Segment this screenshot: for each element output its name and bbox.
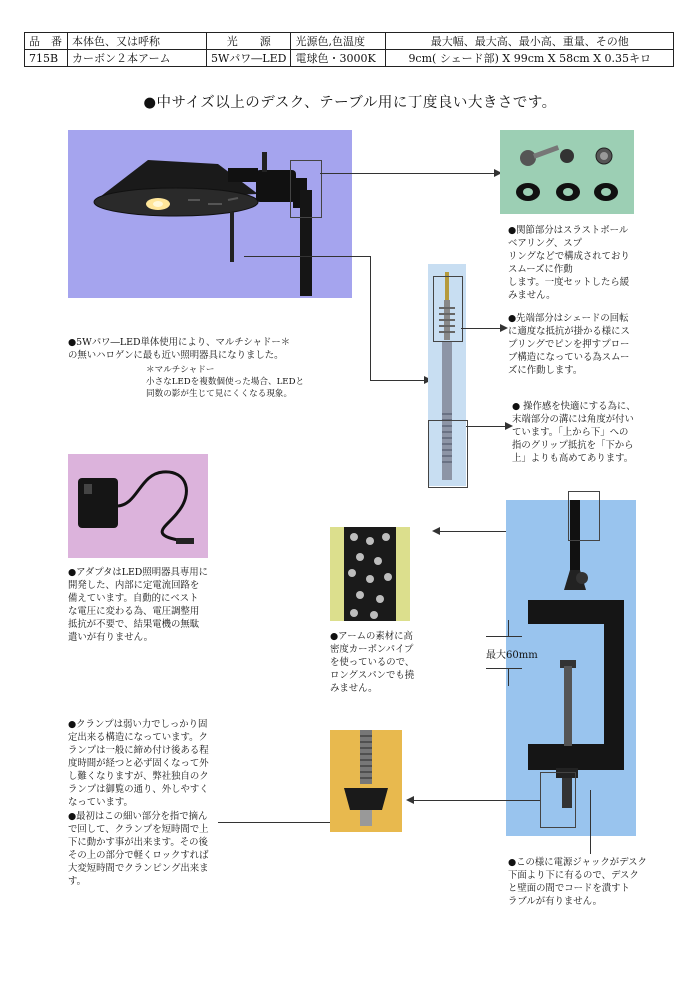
grip-highlight-box xyxy=(428,420,468,488)
note-line: ブ構造になっている為スムー xyxy=(508,352,630,363)
knob-connector-line xyxy=(414,800,540,801)
tip-note xyxy=(508,312,668,377)
carbon-arrowhead xyxy=(432,527,440,535)
note-line: 開発した、内部に定電流回路を xyxy=(68,580,200,591)
note-line: ●クランプは弱い力でしっかり固 xyxy=(68,719,208,730)
knob-note-connector xyxy=(218,822,330,823)
note-line: ズに作動します。 xyxy=(508,365,583,376)
note-line: その上の部分で軽くロックすれば xyxy=(68,850,209,861)
spec-cell-body-color: カーボン２本アーム xyxy=(68,50,207,67)
tip-connector-line xyxy=(461,328,501,329)
note-line: な電圧に変わる為、電圧調整用 xyxy=(68,606,200,617)
spec-cell-color-temp: 電球色・3000K xyxy=(291,50,386,67)
note-line: 遣いが有りません。 xyxy=(68,632,153,643)
note-line: ●最初はこの細い部分を指で摘ん xyxy=(68,811,208,822)
spec-header-cell: 最大幅、最大高、最小高、重量、その他 xyxy=(386,33,674,50)
note-line: ベアリング、スプ xyxy=(508,238,583,249)
arm-note xyxy=(330,630,450,695)
clamp-note xyxy=(68,718,264,809)
note-line: スムーズに作動 xyxy=(508,264,573,275)
note-line: 指のグリップ抵抗を「下から xyxy=(512,440,634,451)
carbon-pipe-photo xyxy=(330,527,410,621)
spec-header-row xyxy=(25,33,674,50)
spec-cell-dimensions: 9cm( シェード部) X 99cm X 58cm X 0.35キロ xyxy=(386,50,674,67)
note-line: 度時間が経つと必ず固くなって外 xyxy=(68,758,209,769)
note-line: 同数の影が生じて見にくくなる現象。 xyxy=(146,389,293,399)
note-line: し難くなりますが、弊社独自のク xyxy=(68,771,209,782)
note-line: みません。 xyxy=(330,683,378,694)
arm-connector-h1 xyxy=(244,256,370,257)
knob-photo xyxy=(330,730,402,832)
note-line: と壁面の間でコードを潰すト xyxy=(508,883,630,894)
dimension-tick-bottom xyxy=(486,668,522,669)
note-line: 定出来る構造になっています。ク xyxy=(68,732,208,743)
grip-note xyxy=(512,400,672,465)
note-line: ランプは一般に締め付け後ある程 xyxy=(68,745,209,756)
adapter-note xyxy=(68,566,238,644)
note-line: なっています。 xyxy=(68,797,133,808)
joint-parts-photo xyxy=(500,130,634,214)
note-line: ●先端部分はシェードの回転 xyxy=(508,313,629,324)
arm-connector-v xyxy=(370,256,371,380)
dimension-arrow-lower xyxy=(508,668,509,686)
knob-arrowhead xyxy=(406,796,414,804)
note-line: の無いハロゲンに最も近い照明器具になりました。 xyxy=(68,350,284,361)
tip-highlight-box xyxy=(433,276,463,342)
note-line: ●この様に電源ジャックがデスク xyxy=(508,857,647,868)
note-line: す。 xyxy=(68,876,86,887)
note-line: ロングスパンでも撓 xyxy=(330,670,415,681)
note-line: ラブルが有りません。 xyxy=(508,896,602,907)
dimension-tick-top xyxy=(486,636,522,637)
joint-connector-line xyxy=(320,173,496,174)
note-line: ています。「上から下」への xyxy=(512,427,629,438)
spec-data-row xyxy=(25,50,674,67)
spec-header-cell: 光源色,色温度 xyxy=(291,33,386,50)
note-line: ●アームの素材に高 xyxy=(330,631,413,642)
note-line: します。一度セットしたら緩 xyxy=(508,277,630,288)
arm-connector-h2 xyxy=(370,380,428,381)
spec-header-cell: 本体色、又は呼称 xyxy=(68,33,207,50)
note-line: 備えています。自動的にベスト xyxy=(68,593,199,604)
note-line: に適度な抵抗が掛かる様にス xyxy=(508,326,630,337)
note-line: を使っているので、 xyxy=(330,657,415,668)
note-line: ランプは御覧の通り、外しやすく xyxy=(68,784,209,795)
led-note xyxy=(68,336,308,362)
note-line: リングなどで構成されており xyxy=(508,251,630,262)
note-line: 上」よりも高めてあります。 xyxy=(512,453,634,464)
spec-header-cell: 品 番 xyxy=(25,33,68,50)
cable-note xyxy=(508,856,678,908)
note-line: みません。 xyxy=(508,290,556,301)
adapter-photo xyxy=(68,454,208,558)
note-line: 末端部分の溝には角度が付い xyxy=(512,414,634,425)
multishadow-note xyxy=(146,364,336,400)
note-line: プリングでピンを押すプロー xyxy=(508,339,630,350)
note-line: 下に動かす事が出来ます。その後 xyxy=(68,837,208,848)
headline: ●中サイズ以上のデスク、テーブル用に丁度良い大きさです。 xyxy=(143,95,557,111)
spec-table xyxy=(24,32,674,67)
note-line: 密度カーボンパイプ xyxy=(330,644,414,655)
note-line: 小さなLEDを複数個使った場合、LEDと xyxy=(146,377,305,387)
note-line: ●アダプタはLED照明器具専用に xyxy=(68,567,208,578)
tip-arrowhead xyxy=(500,324,508,332)
spec-cell-light-source: 5Wパワ―LED xyxy=(207,50,291,67)
joint-highlight-box xyxy=(290,160,322,218)
note-line: 下面より下に有るので、デスク xyxy=(508,870,639,881)
note-line: 抵抗が不要で、結果電機の無駄 xyxy=(68,619,200,630)
spec-header-cell: 光 源 xyxy=(207,33,291,50)
grip-connector-line xyxy=(466,426,506,427)
note-line: ●5Wパワ―LED単体使用により、マルチシャドー＊ xyxy=(68,337,291,348)
note-line: ●関節部分はスラストボール xyxy=(508,225,629,236)
arm-top-highlight-box xyxy=(568,491,600,541)
note-line: ＊マルチシャドー xyxy=(146,365,215,375)
spec-cell-product-number: 715B xyxy=(25,50,68,67)
note-line: 大変短時間でクランピング出来ま xyxy=(68,863,209,874)
note-line: ● 操作感を快適にする為に、 xyxy=(512,401,636,412)
dimension-label: 最大60mm xyxy=(486,650,538,661)
note-line: で回して、クランプを短時間で上 xyxy=(68,824,209,835)
joint-note xyxy=(508,224,648,302)
cable-connector-line xyxy=(590,790,591,854)
clamp-knob-highlight-box xyxy=(540,772,576,828)
dimension-arrow-upper xyxy=(508,620,509,636)
